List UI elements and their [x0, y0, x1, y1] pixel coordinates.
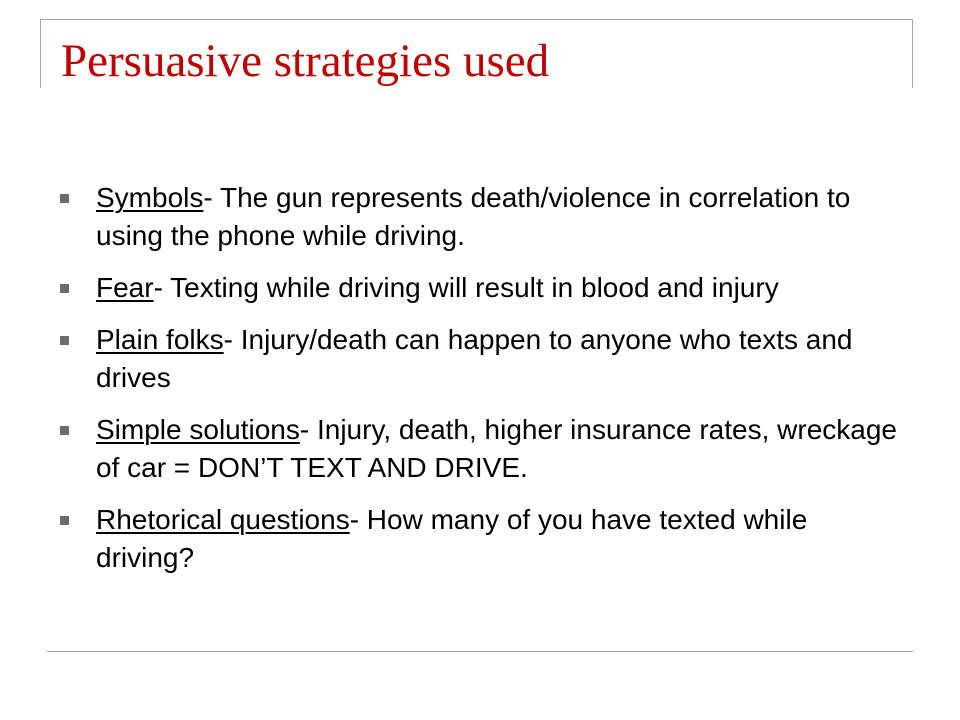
- bullet-term: Simple solutions: [96, 414, 300, 445]
- frame-top-line: [40, 19, 913, 20]
- slide-title: Persuasive strategies used: [61, 35, 550, 87]
- bullet-list: [60, 179, 900, 591]
- bullet-text: - The gun represents death/violence in correlation to using the phone while driving.: [96, 182, 851, 251]
- bullet-term: Rhetorical questions: [96, 504, 350, 535]
- bullet-item-symbols: [60, 179, 900, 255]
- square-bullet-icon: [60, 194, 69, 203]
- bullet-term: Symbols: [96, 182, 204, 213]
- frame-left-line: [40, 19, 41, 88]
- frame-bottom-line: [47, 651, 913, 652]
- bullet-item-fear: [60, 269, 900, 307]
- bullet-item-plain-folks: [60, 321, 900, 397]
- bullet-text: - How many of you have texted while driving?: [96, 504, 808, 573]
- bullet-text: - Texting while driving will result in blood and injury: [153, 272, 779, 303]
- frame-right-line: [912, 19, 913, 88]
- bullet-item-rhetorical-questions: [60, 501, 900, 577]
- bullet-text: - Injury, death, higher insurance rates, wreckage of car = DON’T TEXT AND DRIVE.: [96, 414, 897, 483]
- square-bullet-icon: [60, 516, 69, 525]
- square-bullet-icon: [60, 426, 69, 435]
- bullet-text: - Injury/death can happen to anyone who texts and drives: [96, 324, 853, 393]
- bullet-item-simple-solutions: [60, 411, 900, 487]
- square-bullet-icon: [60, 284, 69, 293]
- bullet-term: Plain folks: [96, 324, 224, 355]
- bullet-term: Fear: [96, 272, 154, 303]
- square-bullet-icon: [60, 336, 69, 345]
